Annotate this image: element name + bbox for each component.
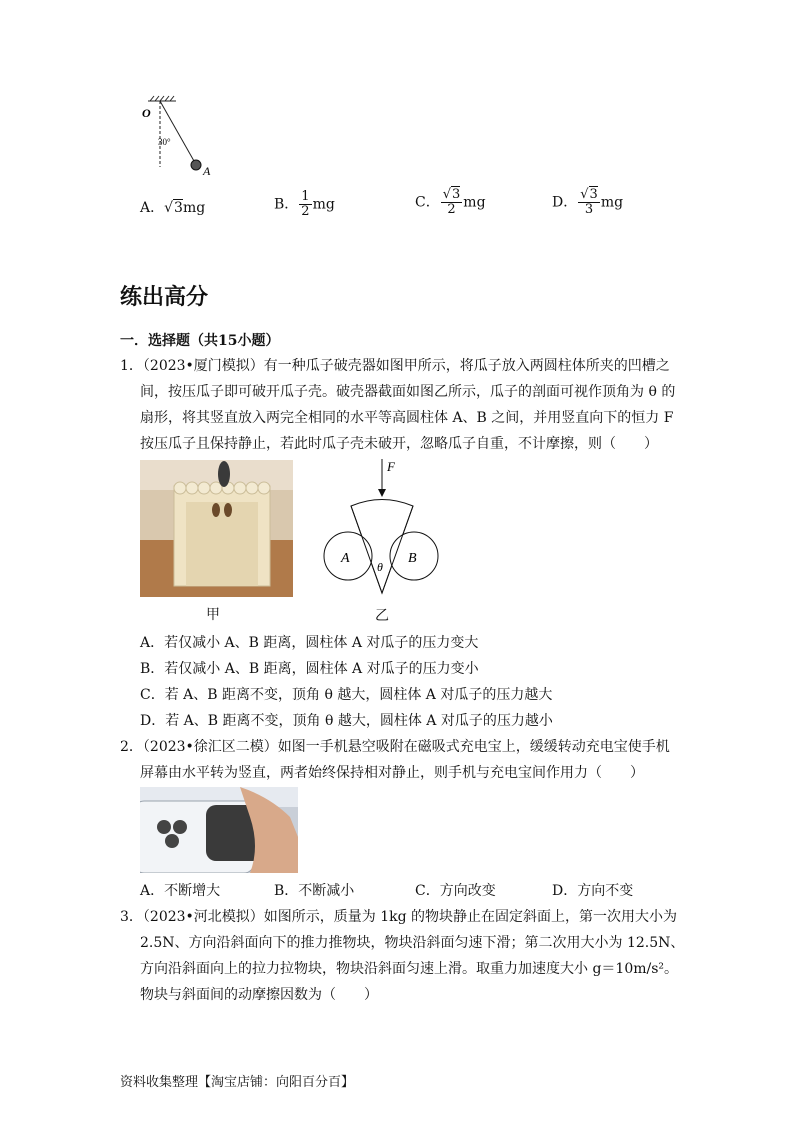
q3-line-1: 3．（2023•河北模拟）如图所示，质量为 1kg 的物块静止在固定斜面上，第一次用大小为	[120, 909, 678, 925]
pendulum-ball	[191, 160, 201, 170]
label-angle: 30°	[158, 137, 171, 147]
cracker-diagram	[320, 455, 440, 605]
option-letter: C．	[415, 194, 440, 211]
q1-line-2: 间，按压瓜子即可破开瓜子壳。破壳器截面如图乙所示，瓜子的剖面可视作顶角为 θ 的	[140, 384, 676, 400]
q3-line-3: 方向沿斜面向上的拉力拉物块，物块沿斜面匀速上滑。取重力加速度大小 g＝10m/s²。	[140, 961, 679, 977]
q1-option-c[interactable]: C．若 A、B 距离不变，顶角 θ 越大，圆柱体 A 对瓜子的压力越大	[140, 687, 553, 703]
label-a: A	[203, 164, 211, 178]
numerator: √3	[580, 187, 598, 202]
q1-option-a[interactable]: A．若仅减小 A、B 距离，圆柱体 A 对瓜子的压力变大	[140, 635, 479, 651]
label-force: F	[387, 459, 395, 474]
q1-option-b[interactable]: B．若仅减小 A、B 距离，圆柱体 A 对瓜子的压力变小	[140, 661, 479, 677]
q1-option-d[interactable]: D．若 A、B 距离不变，顶角 θ 越大，圆柱体 A 对瓜子的压力越小	[140, 713, 553, 729]
q2-option-c[interactable]: C．方向改变	[415, 883, 496, 899]
q2-option-a[interactable]: A．不断增大	[140, 883, 221, 899]
radical: 3	[589, 187, 598, 202]
radical: 3	[174, 200, 183, 216]
option-suffix: mg	[463, 194, 486, 211]
q2-line-1: 2．（2023•徐汇区二模）如图一手机悬空吸附在磁吸式充电宝上，缓缓转动充电宝使手机	[120, 739, 670, 755]
prev-option-c[interactable]	[415, 188, 486, 217]
phone-photo	[140, 787, 298, 873]
prev-option-d[interactable]	[552, 188, 623, 217]
option-letter: A．	[140, 200, 165, 216]
subsection-title: 一．选择题（共15小题）	[120, 333, 280, 349]
q1-line-1: 1．（2023•厦门模拟）有一种瓜子破壳器如图甲所示，将瓜子放入两圆柱体所夹的凹槽之	[120, 358, 670, 374]
fraction	[578, 188, 600, 217]
q2-line-2: 屏幕由水平转为竖直，两者始终保持相对静止，则手机与充电宝间作用力（ ）	[140, 765, 644, 781]
option-letter: B．	[274, 196, 299, 213]
q2-option-d[interactable]: D．方向不变	[552, 883, 634, 899]
option-letter: D．	[552, 194, 578, 211]
q1-line-4: 按压瓜子且保持静止，若此时瓜子壳未破开，忽略瓜子自重，不计摩擦，则（ ）	[140, 436, 658, 452]
option-suffix: mg	[182, 200, 206, 216]
radical: 3	[452, 187, 461, 202]
prev-option-a[interactable]: A．√3mg	[140, 200, 206, 216]
q1-line-3: 扇形，将其竖直放入两完全相同的水平等高圆柱体 A、B 之间，并用竖直向下的恒力 F	[140, 410, 674, 426]
fig-label-jia: 甲	[206, 607, 220, 623]
numerator: √3	[442, 187, 461, 202]
option-suffix: mg	[600, 194, 624, 211]
label-theta: θ	[377, 560, 383, 574]
q2-option-b[interactable]: B．不断减小	[274, 883, 355, 899]
fraction	[299, 190, 311, 219]
q3-line-4: 物块与斜面间的动摩擦因数为（ ）	[140, 987, 378, 1003]
prev-option-b[interactable]	[274, 190, 335, 219]
label-o: O	[142, 106, 151, 120]
pendulum-figure	[140, 95, 220, 180]
label-b-cyl: B	[408, 551, 417, 566]
section-title: 练出高分	[120, 285, 209, 310]
cracker-photo	[140, 460, 293, 597]
page-footer: 资料收集整理【淘宝店铺：向阳百分百】	[120, 1075, 355, 1090]
denominator: 2	[447, 202, 456, 217]
numerator: 1	[301, 189, 310, 204]
fraction	[441, 188, 463, 217]
label-a-cyl: A	[341, 551, 350, 566]
option-suffix: mg	[312, 196, 335, 213]
fig-label-yi: 乙	[375, 608, 389, 624]
denominator: 3	[584, 202, 594, 217]
denominator: 2	[301, 204, 310, 219]
q3-line-2: 2.5N、方向沿斜面向下的推力推物块，物块沿斜面匀速下滑；第二次用大小为 12.5N、	[140, 935, 685, 951]
